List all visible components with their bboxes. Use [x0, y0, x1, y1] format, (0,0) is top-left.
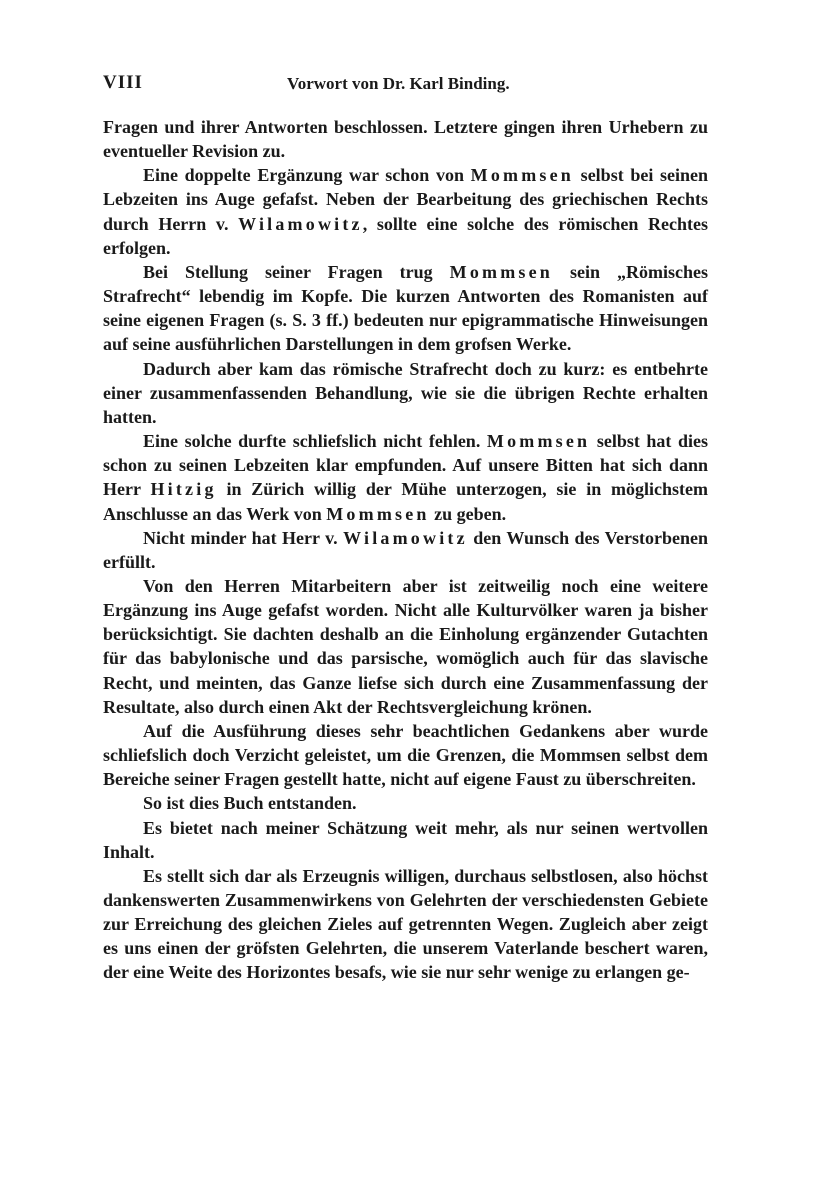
spaced-name: Wilamowitz [238, 213, 363, 234]
running-title: Vorwort von Dr. Karl Binding. [287, 74, 510, 93]
page-header [103, 72, 715, 100]
page-number: VIII [103, 72, 143, 93]
paragraph [103, 260, 708, 357]
text-run: Eine doppelte Ergänzung war schon von [143, 165, 471, 186]
spaced-name: Mommsen [449, 261, 554, 282]
paragraph [103, 115, 708, 163]
paragraph [103, 526, 708, 574]
text-run: Fragen und ihrer Antworten beschlossen. Letztere gingen ihren Urhebern zu eventueller Revision zu. [103, 117, 708, 162]
spaced-name: Wilamowitz [343, 527, 468, 548]
paragraph [103, 719, 708, 791]
text-run: sein „Römisches Strafrecht“ lebendig im Kopfe. Die kurzen Antworten des Romanisten auf seine eigenen Fragen (s. S. 3 ff.) bedeuten nur epigrammatische Hinweisungen auf seine ausführlichen Darstellungen in dem grofsen Werke. [103, 261, 709, 355]
body-text [103, 115, 708, 985]
paragraph [103, 357, 708, 429]
text-run: Von den Herren Mitarbeitern aber ist zeitweilig noch eine weitere Ergänzung ins Auge gefafst worden. Nicht alle Kulturvölker waren ja bisher berücksichtigt. Sie dachten deshalb an die Einholung ergänzender Gutachten für das babylonische und das parsische, womöglich auch für das slavische Recht, und meinten, das Ganze liefse sich durch eine Zusammenfassung der Resultate, also durch einen Akt der Rechtsvergleichung krönen. [103, 575, 708, 717]
paragraph [103, 163, 708, 260]
spaced-name: Mommsen [486, 431, 591, 452]
spaced-name: Hitzig [150, 479, 217, 500]
text-run: Bei Stellung seiner Fragen trug [143, 261, 450, 282]
text-run: Es bietet nach meiner Schätzung weit mehr, als nur seinen wertvollen Inhalt. [103, 817, 708, 862]
paragraph [103, 429, 708, 526]
text-run: den Wunsch des Verstorbenen erfüllt. [103, 527, 709, 572]
text-run: Nicht minder hat Herr v. [143, 527, 344, 548]
text-run: in Zürich willig der Mühe unterzogen, sie in möglichstem Anschlusse an das Werk von [103, 479, 708, 524]
paragraph [103, 816, 708, 864]
text-run: selbst bei seinen Lebzeiten ins Auge gefafst. Neben der Bearbeitung des griechischen Rechts durch Herrn v. [103, 165, 709, 234]
paragraph [103, 864, 708, 985]
text-run: Dadurch aber kam das römische Strafrecht doch zu kurz: es entbehrte einer zusammenfassenden Behandlung, wie sie die übrigen Rechte erhalten hatten. [103, 358, 708, 427]
paragraph [103, 574, 708, 719]
text-run: selbst hat dies schon zu seinen Lebzeiten klar empfunden. Auf unsere Bitten hat sich dann Herr [103, 431, 708, 500]
text-run: Es stellt sich dar als Erzeugnis willigen, durchaus selbstlosen, also höchst dankenswerten Zusammenwirkens von Gelehrten der verschiedensten Gebiete zur Erreichung des gleichen Zieles auf getrennten Wegen. Zugleich aber zeigt es uns einen der gröfsten Gelehrten, die unserem Vaterlande beschert waren, der eine Weite des Horizontes besafs, wie sie nur sehr wenige zu erlangen ge- [103, 865, 708, 983]
spaced-name: Mommsen [326, 503, 430, 524]
text-run: , sollte eine solche des römischen Rechtes erfolgen. [103, 213, 708, 258]
paragraph [103, 791, 708, 815]
text-run: Auf die Ausführung dieses sehr beachtlichen Gedankens aber wurde schliefslich doch Verzicht geleistet, um die Grenzen, die Mommsen selbst dem Bereiche seiner Fragen gestellt hatte, nicht auf eigene Faust zu überschreiten. [103, 720, 708, 790]
text-run: So ist dies Buch entstanden. [143, 793, 357, 814]
text-run: zu geben. [429, 503, 507, 524]
spaced-name: Mommsen [470, 165, 575, 186]
text-run: Eine solche durfte schliefslich nicht fehlen. [143, 431, 487, 452]
